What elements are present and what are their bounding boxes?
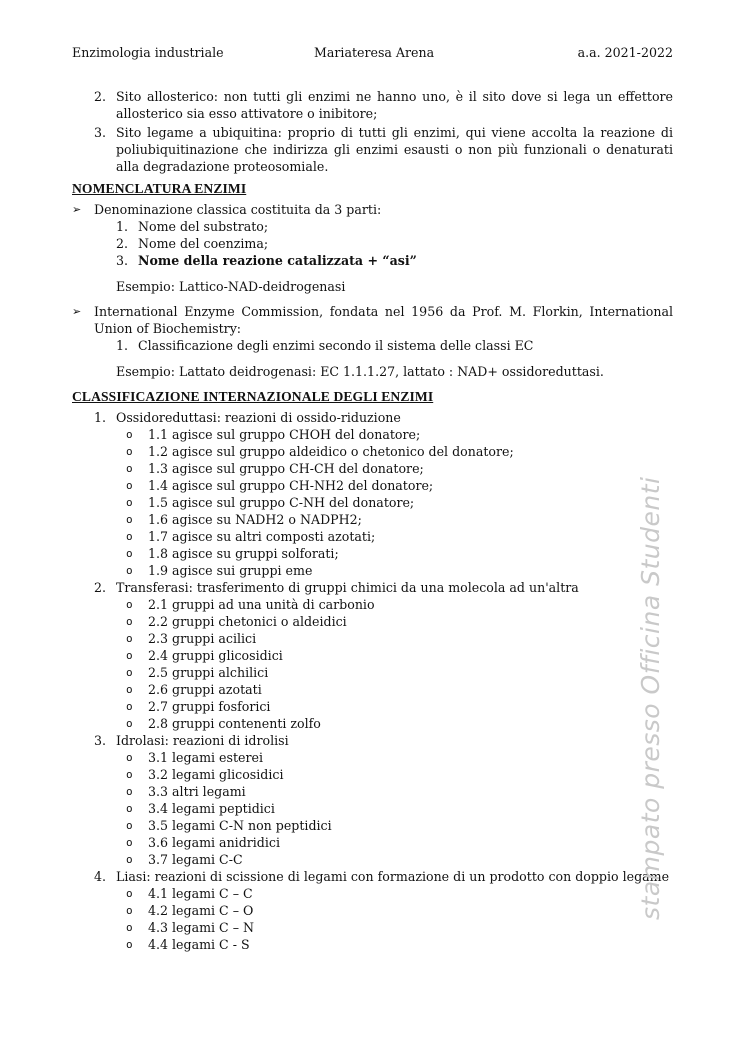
list-text: Nome del substrato; xyxy=(138,219,269,234)
enzyme-subclass-text: 3.6 legami anidridici xyxy=(148,835,280,850)
list-number: 2. xyxy=(94,89,107,104)
enzyme-subclass-text: 3.5 legami C-N non peptidici xyxy=(148,818,332,833)
circle-bullet-icon: o xyxy=(126,683,133,696)
enzyme-subclass-text: 1.9 agisce sui gruppi eme xyxy=(148,563,313,578)
enzyme-subclass-text: 4.3 legami C – N xyxy=(148,920,255,935)
enzyme-class-title: Liasi: reazioni di scissione di legami con formazione di un prodotto con doppio legame xyxy=(116,869,670,884)
list-text: Nome del coenzima; xyxy=(138,236,269,251)
enzyme-subclass-text: 3.2 legami glicosidici xyxy=(148,767,284,782)
enzyme-subclass-text: 2.3 gruppi acilici xyxy=(148,631,257,646)
circle-bullet-icon: o xyxy=(126,853,133,866)
enzyme-subclass-item xyxy=(72,817,673,834)
enzyme-subclass-item xyxy=(72,613,673,630)
enzyme-subclass-list xyxy=(72,749,673,868)
header-year: a.a. 2021-2022 xyxy=(577,45,673,60)
enzyme-class xyxy=(72,409,673,579)
enzyme-classes-list xyxy=(72,409,673,953)
list-number: 3. xyxy=(94,125,107,140)
page-header xyxy=(72,44,673,61)
circle-bullet-icon: o xyxy=(126,921,133,934)
list-number: 1. xyxy=(116,338,129,353)
circle-bullet-icon: o xyxy=(126,751,133,764)
enzyme-subclass-item xyxy=(72,698,673,715)
enzyme-subclass-text: 3.1 legami esterei xyxy=(148,750,263,765)
circle-bullet-icon: o xyxy=(126,938,133,951)
watermark: stampato presso Officina Studenti xyxy=(636,476,665,920)
circle-bullet-icon: o xyxy=(126,598,133,611)
circle-bullet-icon: o xyxy=(126,785,133,798)
circle-bullet-icon: o xyxy=(126,649,133,662)
bullet-text: Denominazione classica costituita da 3 parti: xyxy=(94,202,382,217)
enzyme-subclass-item xyxy=(72,715,673,732)
circle-bullet-icon: o xyxy=(126,700,133,713)
enzyme-subclass-item xyxy=(72,851,673,868)
enzyme-subclass-item xyxy=(72,426,673,443)
list-item xyxy=(72,124,673,175)
enzyme-subclass-item xyxy=(72,596,673,613)
circle-bullet-icon: o xyxy=(126,496,133,509)
circle-bullet-icon: o xyxy=(126,802,133,815)
enzyme-subclass-item xyxy=(72,494,673,511)
enzyme-class-title: Transferasi: trasferimento di gruppi chimici da una molecola ad un'altra xyxy=(116,580,579,595)
example-iec: Esempio: Lattato deidrogenasi: EC 1.1.1.27, lattato : NAD+ ossidoreduttasi. xyxy=(116,364,604,379)
enzyme-subclass-text: 1.6 agisce su NADH2 o NADPH2; xyxy=(148,512,362,527)
enzyme-subclass-text: 2.4 gruppi glicosidici xyxy=(148,648,283,663)
circle-bullet-icon: o xyxy=(126,564,133,577)
enzyme-subclass-text: 1.4 agisce sul gruppo CH-NH2 del donatore; xyxy=(148,478,434,493)
enzyme-subclass-text: 3.4 legami peptidici xyxy=(148,801,275,816)
enzyme-subclass-text: 1.8 agisce su gruppi solforati; xyxy=(148,546,339,561)
arrow-bullet-icon: ➢ xyxy=(72,203,82,216)
circle-bullet-icon: o xyxy=(126,632,133,645)
enzyme-subclass-item xyxy=(72,766,673,783)
list-number: 1. xyxy=(116,219,129,234)
circle-bullet-icon: o xyxy=(126,513,133,526)
enzyme-subclass-item xyxy=(72,749,673,766)
enzyme-subclass-item xyxy=(72,630,673,647)
circle-bullet-icon: o xyxy=(126,530,133,543)
enzyme-subclass-item xyxy=(72,460,673,477)
enzyme-subclass-text: 2.7 gruppi fosforici xyxy=(148,699,271,714)
enzyme-subclass-item xyxy=(72,545,673,562)
enzyme-subclass-text: 2.1 gruppi ad una unità di carbonio xyxy=(148,597,375,612)
enzyme-subclass-text: 1.1 agisce sul gruppo CHOH del donatore; xyxy=(148,427,421,442)
enzyme-subclass-text: 3.7 legami C-C xyxy=(148,852,243,867)
header-course: Enzimologia industriale xyxy=(72,45,224,60)
enzyme-class-title-row xyxy=(72,579,673,596)
document-body xyxy=(72,88,673,953)
enzyme-subclass-item xyxy=(72,681,673,698)
bullet-item-classic xyxy=(72,201,673,218)
enzyme-subclass-text: 1.5 agisce sul gruppo C-NH del donatore; xyxy=(148,495,415,510)
circle-bullet-icon: o xyxy=(126,717,133,730)
list-item xyxy=(72,88,673,122)
circle-bullet-icon: o xyxy=(126,547,133,560)
list-text: Sito legame a ubiquitina: proprio di tutti gli enzimi, qui viene accolta la reazione di poliubiquitinazione che indirizza gli enzimi esausti o non più funzionali o denaturati alla degradazione proteosomiale. xyxy=(116,125,673,174)
enzyme-subclass-text: 1.2 agisce sul gruppo aldeidico o chetonico del donatore; xyxy=(148,444,514,459)
list-item xyxy=(116,337,673,354)
enzyme-class-title: Ossidoreduttasi: reazioni di ossido-riduzione xyxy=(116,410,401,425)
circle-bullet-icon: o xyxy=(126,462,133,475)
arrow-bullet-icon: ➢ xyxy=(72,305,82,318)
enzyme-subclass-text: 1.3 agisce sul gruppo CH-CH del donatore; xyxy=(148,461,424,476)
enzyme-subclass-item xyxy=(72,664,673,681)
enzyme-class xyxy=(72,732,673,868)
enzyme-subclass-text: 4.1 legami C – C xyxy=(148,886,253,901)
classic-parts-list xyxy=(116,218,673,269)
circle-bullet-icon: o xyxy=(126,615,133,628)
list-text: Sito allosterico: non tutti gli enzimi ne hanno uno, è il sito dove si lega un effettore allosterico sia esso attivatore o inibitore; xyxy=(116,89,673,121)
enzyme-subclass-item xyxy=(72,783,673,800)
enzyme-subclass-item xyxy=(72,562,673,579)
intro-list xyxy=(72,88,673,175)
enzyme-subclass-text: 2.6 gruppi azotati xyxy=(148,682,262,697)
enzyme-subclass-text: 1.7 agisce su altri composti azotati; xyxy=(148,529,376,544)
section-heading-nomenclatura: NOMENCLATURA ENZIMI xyxy=(72,181,247,196)
circle-bullet-icon: o xyxy=(126,768,133,781)
list-item xyxy=(116,218,673,235)
enzyme-subclass-item xyxy=(72,528,673,545)
circle-bullet-icon: o xyxy=(126,887,133,900)
section-heading-classificazione: CLASSIFICAZIONE INTERNAZIONALE DEGLI ENZIMI xyxy=(72,389,434,404)
iec-list xyxy=(116,337,673,354)
enzyme-subclass-item xyxy=(72,511,673,528)
enzyme-subclass-item xyxy=(72,919,673,936)
enzyme-subclass-list xyxy=(72,426,673,579)
enzyme-subclass-item xyxy=(72,936,673,953)
circle-bullet-icon: o xyxy=(126,479,133,492)
enzyme-subclass-item xyxy=(72,477,673,494)
circle-bullet-icon: o xyxy=(126,666,133,679)
enzyme-class xyxy=(72,579,673,732)
list-number: 4. xyxy=(94,869,107,884)
list-number: 1. xyxy=(94,410,107,425)
circle-bullet-icon: o xyxy=(126,445,133,458)
enzyme-subclass-text: 2.5 gruppi alchilici xyxy=(148,665,269,680)
enzyme-subclass-text: 4.4 legami C - S xyxy=(148,937,250,952)
enzyme-class xyxy=(72,868,673,953)
enzyme-class-title-row xyxy=(72,868,673,885)
enzyme-subclass-item xyxy=(72,443,673,460)
list-number: 2. xyxy=(116,236,129,251)
enzyme-subclass-item xyxy=(72,834,673,851)
header-author: Mariateresa Arena xyxy=(314,45,435,60)
circle-bullet-icon: o xyxy=(126,428,133,441)
list-text-bold: Nome della reazione catalizzata + “asi” xyxy=(138,253,417,268)
example-classic: Esempio: Lattico-NAD-deidrogenasi xyxy=(116,279,346,294)
bullet-item-iec xyxy=(72,303,673,337)
enzyme-subclass-item xyxy=(72,647,673,664)
list-number: 3. xyxy=(116,253,129,268)
enzyme-subclass-text: 2.2 gruppi chetonici o aldeidici xyxy=(148,614,347,629)
list-text: Classificazione degli enzimi secondo il sistema delle classi EC xyxy=(138,338,534,353)
enzyme-subclass-item xyxy=(72,800,673,817)
list-number: 3. xyxy=(94,733,107,748)
enzyme-subclass-text: 3.3 altri legami xyxy=(148,784,246,799)
enzyme-class-title-row xyxy=(72,732,673,749)
enzyme-class-title: Idrolasi: reazioni di idrolisi xyxy=(116,733,289,748)
enzyme-subclass-item xyxy=(72,885,673,902)
list-item xyxy=(116,235,673,252)
enzyme-subclass-list xyxy=(72,885,673,953)
enzyme-subclass-text: 4.2 legami C – O xyxy=(148,903,254,918)
enzyme-subclass-list xyxy=(72,596,673,732)
enzyme-subclass-item xyxy=(72,902,673,919)
circle-bullet-icon: o xyxy=(126,904,133,917)
list-item xyxy=(116,252,673,269)
circle-bullet-icon: o xyxy=(126,819,133,832)
enzyme-class-title-row xyxy=(72,409,673,426)
list-number: 2. xyxy=(94,580,107,595)
enzyme-subclass-text: 2.8 gruppi contenenti zolfo xyxy=(148,716,321,731)
circle-bullet-icon: o xyxy=(126,836,133,849)
bullet-text: International Enzyme Commission, fondata nel 1956 da Prof. M. Florkin, International Union of Biochemistry: xyxy=(94,304,673,336)
